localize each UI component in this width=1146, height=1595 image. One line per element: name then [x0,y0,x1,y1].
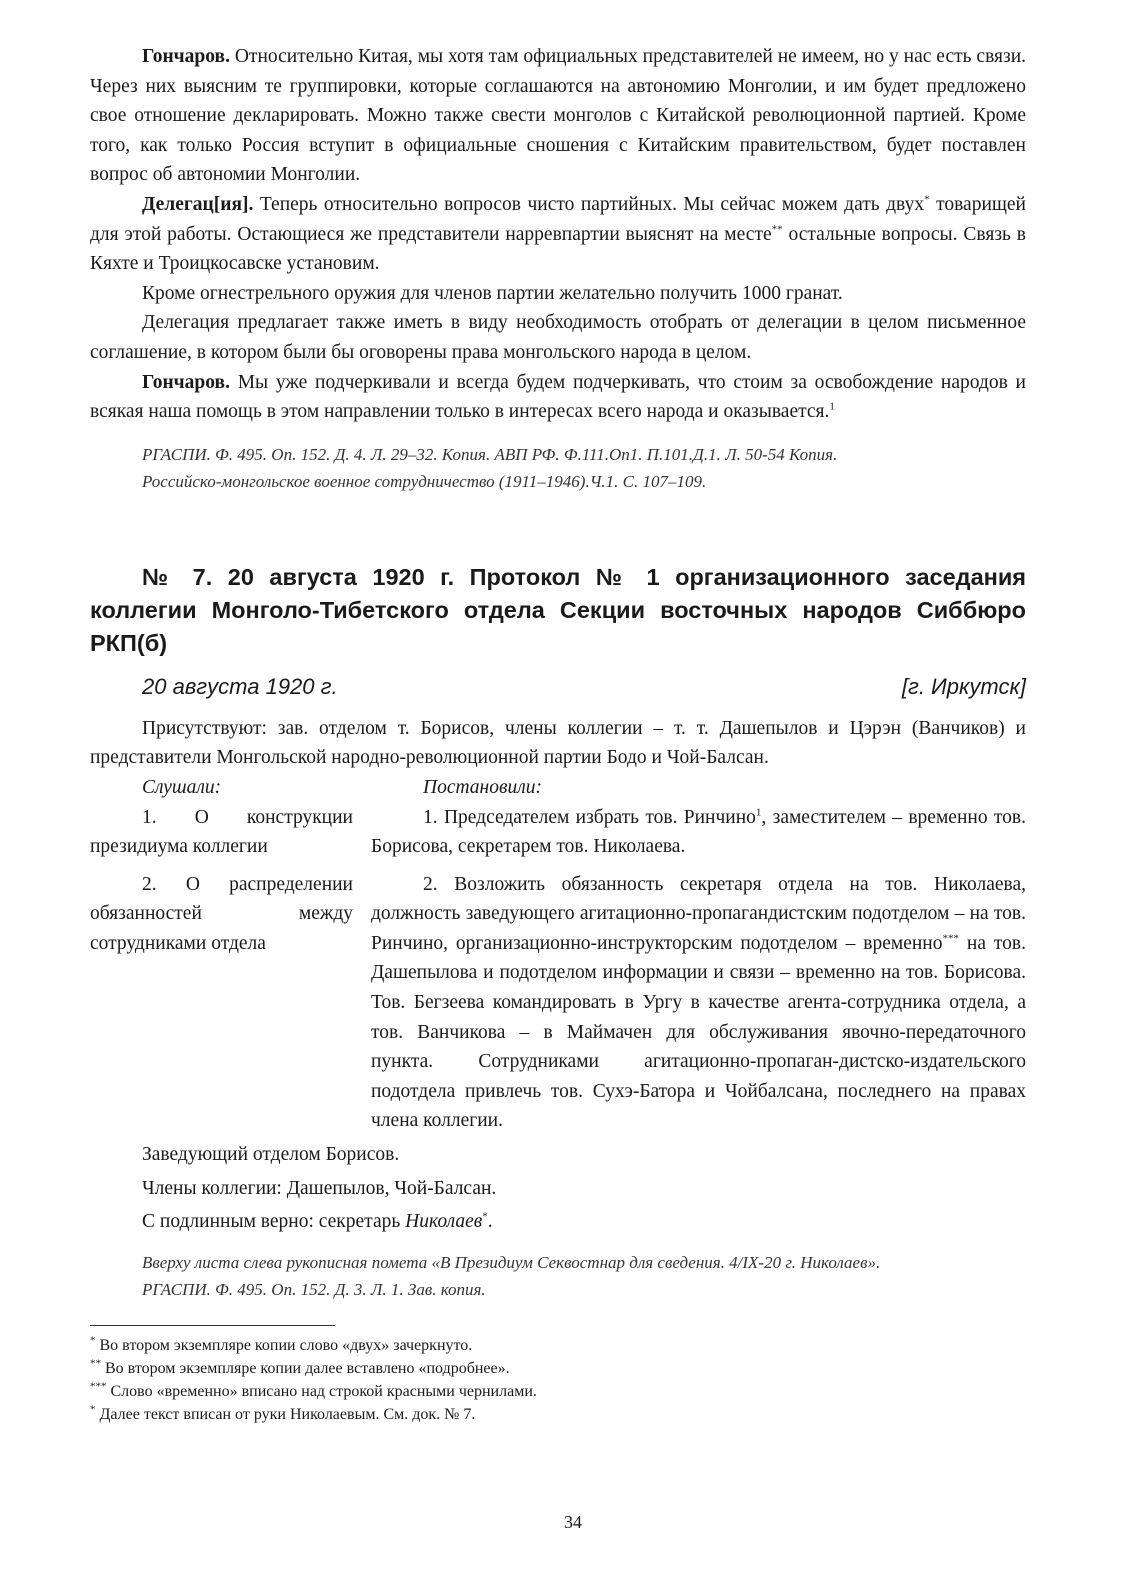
text-segment: товарищей для этой работы. Остающиеся же представители нарревпартии выяснят на месте [90,193,1026,245]
footnote-marker: *** [942,932,959,945]
text-segment: Делегация предлагает также иметь в виду необходимость отобрать от делегации в целом письменное соглашение, в котором были бы оговорены права монгольского народа в целом. [90,312,1026,363]
footnote-marker: * [482,1210,488,1223]
footnotes [90,1334,1026,1426]
heard-header: Слушали: [142,776,222,798]
text-segment: Теперь относительно вопросов чисто партийных. Мы сейчас можем дать двух [253,193,925,215]
speaker-name: Гончаров. [142,46,230,67]
text-segment: Кроме огнестрельного оружия для членов партии желательно получить 1000 гранат. [142,282,843,304]
text-segment: Члены коллегии: Дашепылов, Чой-Балсан. [142,1177,497,1199]
footnote-marker: 1 [755,806,762,818]
footnote-marker: ** [90,1357,101,1370]
resolved-item [353,870,1026,1136]
text-segment: остальные вопросы. Связь в Кяхте и Троицкосавске установим. [90,223,1026,275]
text-segment: Николаев [405,1211,483,1233]
signatures [90,1140,1026,1237]
footnote [90,1334,1026,1357]
attendees: Присутствуют: зав. отделом т. Борисов, члены коллегии – т. т. Дашепылов и Цэрэн (Ванчиков) и представители Монгольской народно-революционной партии Бодо и Чой-Балсан. [90,717,1026,769]
footnote [90,1357,1026,1380]
document-place: [г. Иркутск] [901,673,1026,699]
footnote-marker: * [90,1403,96,1416]
minutes-table [90,773,1026,1136]
source-line: РГАСПИ. Ф. 495. Оп. 152. Д. 4. Л. 29–32. Копия. АВП РФ. Ф.111.Оп1. П.101.Д.1. Л. 50-54 Копия. [142,444,838,464]
text-segment: на тов. Дашепылова и подотделом информации и связи – временно на тов. Борисова. Тов. Бегзеева командировать в Ургу в качестве агента-сотрудника отдела, а тов. Ванчикова – в Маймачен для обслуживания явочно-передаточного пункта. Сотрудниками агитационно-пропаган-дистско-издательского подотдела привлечь тов. Сухэ-Батора и Чойбалсана, последнего на правах члена коллегии. [371,932,1027,1132]
paragraph [90,279,1026,309]
protocol-continuation [90,42,1026,427]
footnote-text: Во втором экземпляре копии слово «двух» зачеркнуто. [95,1336,473,1354]
document-page [90,42,1026,1426]
footnote-text: Слово «временно» вписано над строкой красными чернилами. [106,1382,537,1400]
heard-item: 2. О распределении обязанностей между сотрудниками отдела [90,873,353,954]
text-segment: . [487,1211,493,1233]
footnote-text: Во втором экземпляре копии далее вставлено «подробнее». [101,1359,510,1377]
footnote-marker: * [924,193,930,206]
text-segment: Мы уже подчеркивали и всегда будем подчеркивать, что стоим за освобождение народов и всякая наша помощь в этом направлении только в интересах всего народа и оказывается. [90,371,1026,423]
source-line: РГАСПИ. Ф. 495. Оп. 152. Д. 3. Л. 1. Зав. копия. [142,1279,486,1299]
footnote [90,1403,1026,1426]
heard-item: 1. О конструкции президиума коллегии [90,806,353,858]
signature-line [90,1207,1026,1237]
paragraph [90,190,1026,279]
source-reference-2 [90,1249,1026,1303]
paragraph [90,368,1026,427]
footnote [90,1380,1026,1403]
signature-line [90,1140,1026,1170]
text-segment: , заместителем – временно тов. Борисова, секретарем тов. Николаева. [371,806,1026,858]
footnote-marker: ** [771,223,783,236]
text-segment: 1. Председателем избрать тов. Ринчино [423,806,756,828]
speaker-name: Гончаров. [142,371,230,393]
document-date: 20 августа 1920 г. [142,673,338,699]
source-line: Вверху листа слева рукописная помета «В Президиум Секвостнар для сведения. 4/IX-20 г. Николаев». [142,1252,881,1272]
footnote-text: Далее текст вписан от руки Николаевым. См. док. № 7. [95,1405,476,1423]
footnote-divider [90,1325,335,1326]
paragraph [90,308,1026,367]
text-segment: С подлинным верно: секретарь [142,1211,406,1233]
footnote-marker: *** [90,1380,107,1393]
text-segment: 2. Возложить обязанность секретаря отдела на тов. Николаева, должность заведующего агитационно-пропагандистским подотделом – на тов. Ринчино, организационно-инструкторским подотделом – временно [371,873,1026,954]
resolved-header: Постановили: [423,776,542,798]
resolved-item [353,803,1026,862]
date-line [90,674,1026,700]
footnote-marker: 1 [829,400,835,413]
signature-line [90,1174,1026,1204]
paragraph [90,42,1026,190]
speaker-name: Делегац[ия]. [142,193,254,215]
source-reference [90,441,1026,495]
text-segment: Относительно Китая, мы хотя там официальных представителей не имеем, но у нас есть связи. Через них выясним те группировки, которые соглашаются на автономию Монголии, и им будет предложено свое отношение декларировать. Можно также свести монголов с Китайской революционной партией. Кроме того, как только Россия вступит в официальные сношения с Китайским правительством, будет поставлен вопрос об автономии Монголии. [90,46,1026,186]
footnote-marker: * [90,1334,96,1347]
page-number: 34 [564,1512,582,1532]
source-line: Российско-монгольское военное сотрудничество (1911–1946).Ч.1. С. 107–109. [142,471,707,491]
document-title: № 7. 20 августа 1920 г. Протокол № 1 организационного заседания коллегии Монголо-Тибетского отдела Секции восточных народов Сиббюро РКП(б) [90,563,1026,656]
text-segment: Заведующий отделом Борисов. [142,1144,400,1166]
